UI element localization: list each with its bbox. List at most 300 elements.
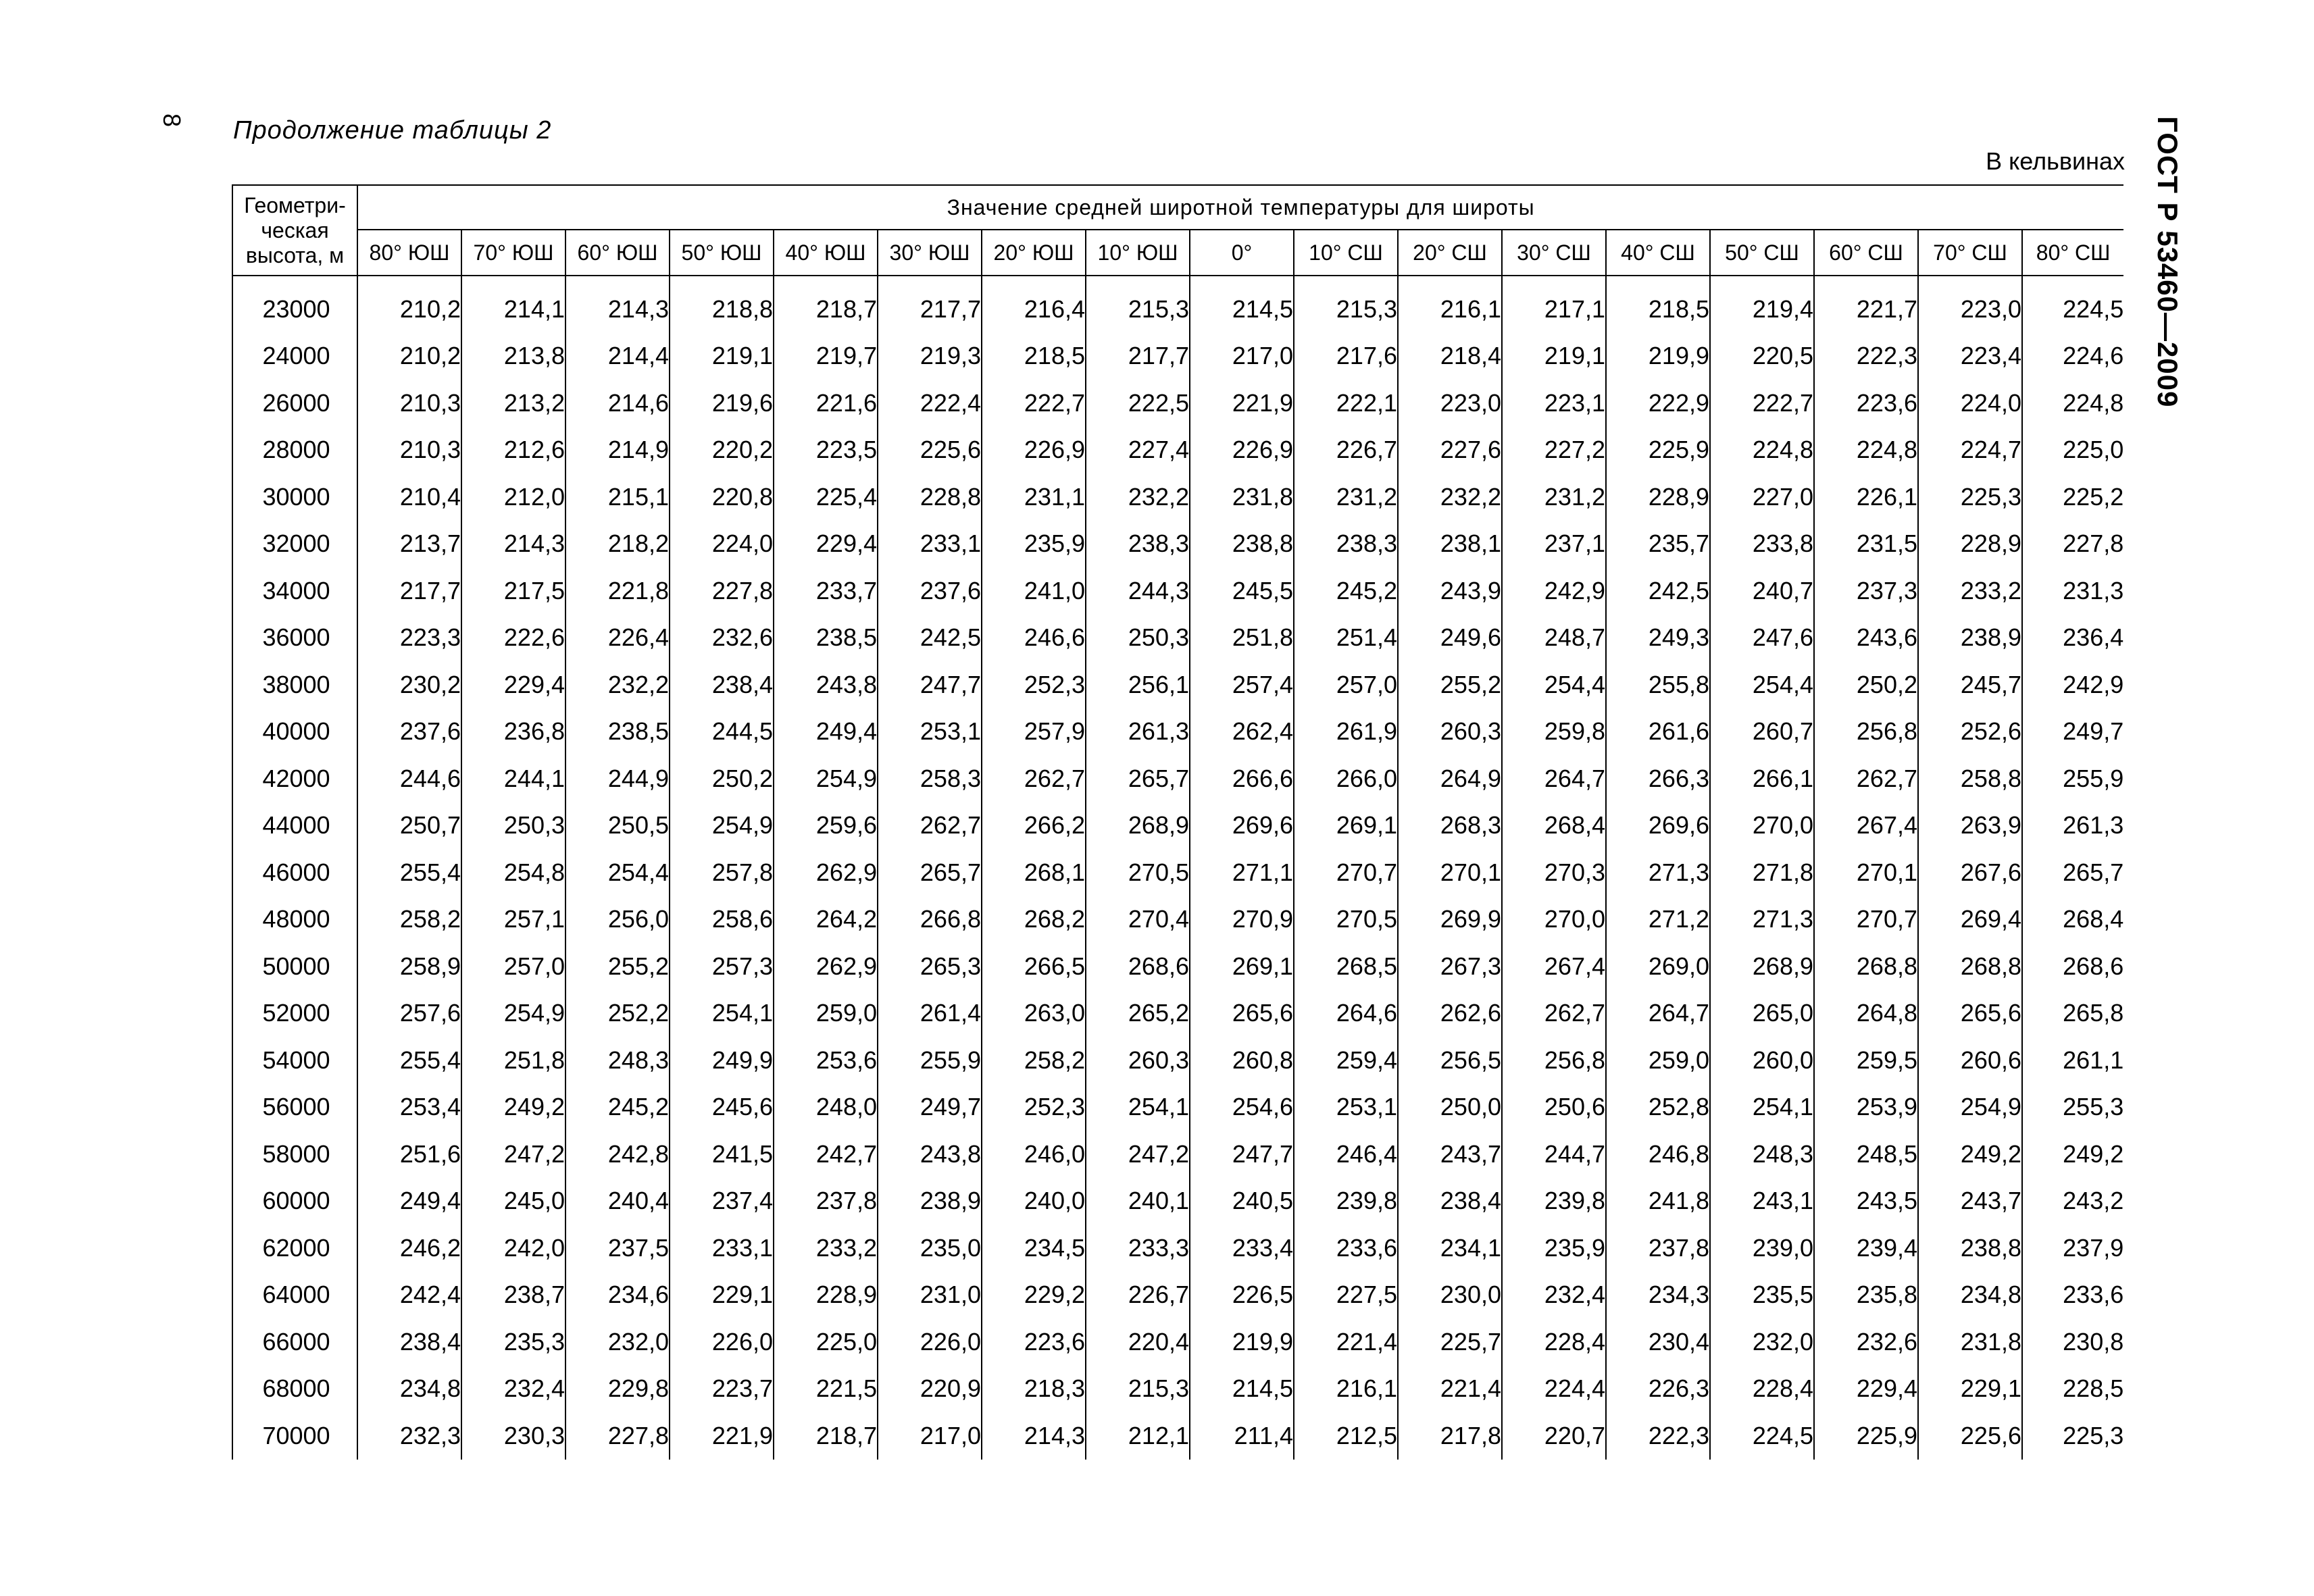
temperature-cell: 223,1 (1502, 380, 1606, 427)
temperature-cell: 228,4 (1502, 1318, 1606, 1366)
altitude-cell: 28000 (232, 427, 357, 474)
altitude-cell: 62000 (232, 1225, 357, 1272)
temperature-cell: 268,1 (982, 849, 1086, 896)
temperature-cell: 256,8 (1502, 1037, 1606, 1084)
temperature-cell: 230,2 (357, 661, 461, 709)
temperature-cell: 254,9 (774, 755, 878, 802)
spacer-cell (1814, 276, 1918, 286)
temperature-cell: 239,8 (1294, 1178, 1398, 1225)
temperature-cell: 261,9 (1294, 709, 1398, 756)
temperature-cell: 239,4 (1814, 1225, 1918, 1272)
temperature-cell: 221,4 (1294, 1318, 1398, 1366)
temperature-cell: 256,5 (1398, 1037, 1502, 1084)
latitude-header-cell: 30° СШ (1502, 230, 1606, 276)
temperature-cell: 250,7 (357, 802, 461, 850)
temperature-cell: 210,2 (357, 286, 461, 333)
temperature-cell: 230,8 (2022, 1318, 2123, 1366)
temperature-cell: 231,0 (878, 1272, 982, 1319)
temperature-cell: 231,1 (982, 473, 1086, 521)
temperature-cell: 259,6 (774, 802, 878, 850)
temperature-cell: 221,6 (774, 380, 878, 427)
temperature-cell: 265,7 (878, 849, 982, 896)
temperature-cell: 242,8 (565, 1131, 670, 1178)
temperature-cell: 253,1 (1294, 1084, 1398, 1131)
altitude-cell: 36000 (232, 615, 357, 662)
temperature-cell: 250,2 (1814, 661, 1918, 709)
temperature-cell: 260,0 (1710, 1037, 1814, 1084)
temperature-cell: 263,9 (1918, 802, 2022, 850)
table-row (232, 802, 2123, 850)
spacer-cell (565, 276, 670, 286)
temperature-cell: 232,3 (357, 1412, 461, 1460)
temperature-cell: 226,5 (1190, 1272, 1294, 1319)
temperature-cell: 228,9 (1918, 521, 2022, 568)
header-row-latitudes (232, 230, 2123, 276)
temperature-cell: 238,5 (774, 615, 878, 662)
temperature-cell: 260,3 (1086, 1037, 1190, 1084)
temperature-cell: 255,9 (878, 1037, 982, 1084)
temperature-cell: 221,5 (774, 1366, 878, 1413)
temperature-cell: 215,3 (1086, 286, 1190, 333)
temperature-cell: 265,6 (1190, 990, 1294, 1037)
temperature-cell: 266,8 (878, 896, 982, 944)
temperature-cell: 243,8 (774, 661, 878, 709)
temperature-cell: 269,6 (1190, 802, 1294, 850)
latitude-header-cell: 70° СШ (1918, 230, 2022, 276)
temperature-cell: 254,4 (1710, 661, 1814, 709)
altitude-header (232, 185, 357, 276)
temperature-cell: 233,6 (1294, 1225, 1398, 1272)
temperature-cell: 270,1 (1814, 849, 1918, 896)
temperature-cell: 258,6 (670, 896, 774, 944)
temperature-cell: 245,7 (1918, 661, 2022, 709)
temperature-cell: 271,3 (1710, 896, 1814, 944)
altitude-cell: 60000 (232, 1178, 357, 1225)
temperature-cell: 222,5 (1086, 380, 1190, 427)
header-row-group (232, 185, 2123, 230)
temperature-cell: 229,4 (461, 661, 565, 709)
temperature-cell: 221,9 (1190, 380, 1294, 427)
temperature-cell: 212,0 (461, 473, 565, 521)
temperature-cell: 233,6 (2022, 1272, 2123, 1319)
temperature-cell: 242,7 (774, 1131, 878, 1178)
temperature-cell: 253,9 (1814, 1084, 1918, 1131)
temperature-cell: 258,8 (1918, 755, 2022, 802)
temperature-cell: 214,1 (461, 286, 565, 333)
temperature-cell: 232,4 (461, 1366, 565, 1413)
temperature-cell: 222,9 (1606, 380, 1710, 427)
temperature-cell: 225,4 (774, 473, 878, 521)
latitude-header-cell: 50° ЮШ (670, 230, 774, 276)
temperature-cell: 219,4 (1710, 286, 1814, 333)
temperature-cell: 254,6 (1190, 1084, 1294, 1131)
table-row (232, 1366, 2123, 1413)
temperature-cell: 235,8 (1814, 1272, 1918, 1319)
temperature-cell: 271,8 (1710, 849, 1814, 896)
altitude-cell: 58000 (232, 1131, 357, 1178)
altitude-cell: 48000 (232, 896, 357, 944)
temperature-cell: 256,0 (565, 896, 670, 944)
temperature-cell: 240,0 (982, 1178, 1086, 1225)
latitude-header-cell: 10° СШ (1294, 230, 1398, 276)
temperature-cell: 260,7 (1710, 709, 1814, 756)
temperature-cell: 227,0 (1710, 473, 1814, 521)
temperature-cell: 226,7 (1294, 427, 1398, 474)
temperature-cell: 223,5 (774, 427, 878, 474)
temperature-cell: 262,7 (1814, 755, 1918, 802)
altitude-cell: 54000 (232, 1037, 357, 1084)
temperature-cell: 250,3 (1086, 615, 1190, 662)
table-row (232, 1412, 2123, 1460)
altitude-cell: 64000 (232, 1272, 357, 1319)
table-row (232, 380, 2123, 427)
temperature-cell: 224,8 (1814, 427, 1918, 474)
temperature-cell: 242,5 (878, 615, 982, 662)
table-row (232, 1318, 2123, 1366)
temperature-cell: 219,3 (878, 333, 982, 380)
temperature-cell: 268,2 (982, 896, 1086, 944)
temperature-cell: 244,1 (461, 755, 565, 802)
temperature-cell: 210,3 (357, 427, 461, 474)
temperature-cell: 249,4 (774, 709, 878, 756)
temperature-cell: 241,0 (982, 567, 1086, 615)
table-row (232, 521, 2123, 568)
temperature-cell: 226,1 (1814, 473, 1918, 521)
temperature-cell: 232,0 (1710, 1318, 1814, 1366)
temperature-cell: 237,9 (2022, 1225, 2123, 1272)
temperature-cell: 264,2 (774, 896, 878, 944)
table-row (232, 661, 2123, 709)
temperature-cell: 222,6 (461, 615, 565, 662)
temperature-cell: 214,5 (1190, 286, 1294, 333)
temperature-cell: 240,7 (1710, 567, 1814, 615)
temperature-cell: 222,3 (1814, 333, 1918, 380)
temperature-cell: 229,1 (1918, 1366, 2022, 1413)
temperature-cell: 218,3 (982, 1366, 1086, 1413)
temperature-cell: 248,3 (565, 1037, 670, 1084)
temperature-cell: 258,3 (878, 755, 982, 802)
temperature-cell: 218,5 (1606, 286, 1710, 333)
temperature-cell: 271,1 (1190, 849, 1294, 896)
spacer-cell (1086, 276, 1190, 286)
temperature-cell: 262,9 (774, 849, 878, 896)
temperature-cell: 252,2 (565, 990, 670, 1037)
temperature-cell: 226,0 (670, 1318, 774, 1366)
temperature-cell: 249,9 (670, 1037, 774, 1084)
temperature-cell: 225,3 (2022, 1412, 2123, 1460)
temperature-cell: 210,3 (357, 380, 461, 427)
spacer-cell (1918, 276, 2022, 286)
temperature-cell: 265,3 (878, 943, 982, 990)
temperature-cell: 257,6 (357, 990, 461, 1037)
temperature-cell: 219,1 (670, 333, 774, 380)
spacer-cell (2022, 276, 2123, 286)
temperature-cell: 270,7 (1294, 849, 1398, 896)
temperature-cell: 225,2 (2022, 473, 2123, 521)
temperature-cell: 237,4 (670, 1178, 774, 1225)
temperature-cell: 231,3 (2022, 567, 2123, 615)
temperature-cell: 240,1 (1086, 1178, 1190, 1225)
temperature-cell: 255,9 (2022, 755, 2123, 802)
latitude-header-cell: 30° ЮШ (878, 230, 982, 276)
temperature-cell: 268,4 (2022, 896, 2123, 944)
temperature-cell: 265,7 (2022, 849, 2123, 896)
temperature-cell: 254,9 (670, 802, 774, 850)
temperature-cell: 249,3 (1606, 615, 1710, 662)
temperature-cell: 237,8 (1606, 1225, 1710, 1272)
temperature-cell: 222,1 (1294, 380, 1398, 427)
temperature-cell: 241,8 (1606, 1178, 1710, 1225)
altitude-cell: 24000 (232, 333, 357, 380)
temperature-cell: 226,3 (1606, 1366, 1710, 1413)
temperature-cell: 238,4 (670, 661, 774, 709)
temperature-cell: 270,5 (1086, 849, 1190, 896)
temperature-cell: 231,2 (1502, 473, 1606, 521)
temperature-cell: 258,9 (357, 943, 461, 990)
temperature-cell: 232,4 (1502, 1272, 1606, 1319)
temperature-cell: 212,1 (1086, 1412, 1190, 1460)
temperature-cell: 248,5 (1814, 1131, 1918, 1178)
temperature-cell: 224,0 (1918, 380, 2022, 427)
temperature-cell: 238,7 (461, 1272, 565, 1319)
temperature-cell: 227,5 (1294, 1272, 1398, 1319)
temperature-cell: 256,1 (1086, 661, 1190, 709)
temperature-cell: 216,4 (982, 286, 1086, 333)
temperature-cell: 225,9 (1814, 1412, 1918, 1460)
spacer-cell (774, 276, 878, 286)
temperature-cell: 233,1 (670, 1225, 774, 1272)
temperature-cell: 212,6 (461, 427, 565, 474)
temperature-cell: 215,3 (1294, 286, 1398, 333)
temperature-cell: 244,9 (565, 755, 670, 802)
temperature-cell: 238,4 (1398, 1178, 1502, 1225)
temperature-cell: 267,6 (1918, 849, 2022, 896)
table-row (232, 286, 2123, 333)
temperature-cell: 238,1 (1398, 521, 1502, 568)
temperature-cell: 246,2 (357, 1225, 461, 1272)
temperature-cell: 246,0 (982, 1131, 1086, 1178)
temperature-cell: 232,0 (565, 1318, 670, 1366)
altitude-cell: 52000 (232, 990, 357, 1037)
altitude-cell: 44000 (232, 802, 357, 850)
temperature-cell: 268,6 (1086, 943, 1190, 990)
temperature-cell: 254,1 (670, 990, 774, 1037)
header-spacer-row (232, 276, 2123, 286)
temperature-cell: 245,2 (565, 1084, 670, 1131)
temperature-cell: 234,1 (1398, 1225, 1502, 1272)
temperature-cell: 224,8 (2022, 380, 2123, 427)
temperature-cell: 266,2 (982, 802, 1086, 850)
temperature-cell: 237,6 (357, 709, 461, 756)
temperature-cell: 258,2 (357, 896, 461, 944)
temperature-cell: 250,6 (1502, 1084, 1606, 1131)
temperature-cell: 221,7 (1814, 286, 1918, 333)
temperature-cell: 233,3 (1086, 1225, 1190, 1272)
temperature-cell: 225,9 (1606, 427, 1710, 474)
latitude-header-cell: 0° (1190, 230, 1294, 276)
temperature-cell: 235,0 (878, 1225, 982, 1272)
temperature-cell: 250,2 (670, 755, 774, 802)
temperature-cell: 264,7 (1606, 990, 1710, 1037)
temperature-cell: 214,6 (565, 380, 670, 427)
temperature-cell: 270,5 (1294, 896, 1398, 944)
temperature-cell: 249,2 (2022, 1131, 2123, 1178)
temperature-cell: 227,8 (2022, 521, 2123, 568)
temperature-cell: 210,2 (357, 333, 461, 380)
temperature-cell: 217,7 (1086, 333, 1190, 380)
altitude-cell: 38000 (232, 661, 357, 709)
temperature-cell: 232,6 (670, 615, 774, 662)
latitude-header-cell: 60° ЮШ (565, 230, 670, 276)
temperature-cell: 237,8 (774, 1178, 878, 1225)
temperature-cell: 261,3 (2022, 802, 2123, 850)
temperature-cell: 264,6 (1294, 990, 1398, 1037)
temperature-cell: 247,7 (878, 661, 982, 709)
temperature-cell: 241,5 (670, 1131, 774, 1178)
temperature-cell: 251,8 (461, 1037, 565, 1084)
spacer-cell (1502, 276, 1606, 286)
temperature-cell: 256,8 (1814, 709, 1918, 756)
temperature-cell: 224,5 (1710, 1412, 1814, 1460)
temperature-cell: 232,2 (1398, 473, 1502, 521)
temperature-cell: 252,3 (982, 1084, 1086, 1131)
temperature-cell: 224,5 (2022, 286, 2123, 333)
temperature-cell: 225,0 (2022, 427, 2123, 474)
temperature-cell: 264,8 (1814, 990, 1918, 1037)
temperature-cell: 233,4 (1190, 1225, 1294, 1272)
temperature-cell: 259,8 (1502, 709, 1606, 756)
temperature-cell: 238,3 (1294, 521, 1398, 568)
temperature-cell: 220,9 (878, 1366, 982, 1413)
temperature-cell: 217,0 (878, 1412, 982, 1460)
temperature-cell: 235,9 (982, 521, 1086, 568)
temperature-cell: 214,3 (982, 1412, 1086, 1460)
page-number: 8 (158, 113, 186, 128)
temperature-cell: 226,9 (1190, 427, 1294, 474)
temperature-cell: 247,2 (461, 1131, 565, 1178)
latitude-header-cell: 70° ЮШ (461, 230, 565, 276)
temperature-cell: 219,1 (1502, 333, 1606, 380)
temperature-cell: 217,7 (878, 286, 982, 333)
temperature-cell: 218,7 (774, 286, 878, 333)
temperature-cell: 261,1 (2022, 1037, 2123, 1084)
temperature-cell: 234,3 (1606, 1272, 1710, 1319)
temperature-cell: 255,2 (565, 943, 670, 990)
temperature-cell: 218,4 (1398, 333, 1502, 380)
temperature-cell: 224,6 (2022, 333, 2123, 380)
temperature-cell: 215,1 (565, 473, 670, 521)
temperature-cell: 239,8 (1502, 1178, 1606, 1225)
temperature-cell: 214,3 (461, 521, 565, 568)
temperature-cell: 221,4 (1398, 1366, 1502, 1413)
temperature-cell: 219,9 (1190, 1318, 1294, 1366)
temperature-cell: 243,6 (1814, 615, 1918, 662)
temperature-cell: 267,3 (1398, 943, 1502, 990)
temperature-cell: 254,1 (1086, 1084, 1190, 1131)
temperature-cell: 233,2 (1918, 567, 2022, 615)
latitude-header-cell: 80° ЮШ (357, 230, 461, 276)
temperature-cell: 242,9 (1502, 567, 1606, 615)
temperature-cell: 250,5 (565, 802, 670, 850)
table-header (232, 185, 2123, 276)
temperature-cell: 254,9 (1918, 1084, 2022, 1131)
temperature-cell: 234,6 (565, 1272, 670, 1319)
temperature-cell: 252,3 (982, 661, 1086, 709)
temperature-cell: 224,4 (1502, 1366, 1606, 1413)
temperature-cell: 270,3 (1502, 849, 1606, 896)
temperature-cell: 255,2 (1398, 661, 1502, 709)
temperature-cell: 259,4 (1294, 1037, 1398, 1084)
temperature-cell: 231,8 (1190, 473, 1294, 521)
table-row (232, 1037, 2123, 1084)
temperature-cell: 243,8 (878, 1131, 982, 1178)
temperature-cell: 246,6 (982, 615, 1086, 662)
temperature-cell: 229,4 (774, 521, 878, 568)
temperature-cell: 237,3 (1814, 567, 1918, 615)
table-row (232, 1178, 2123, 1225)
temperature-cell: 231,2 (1294, 473, 1398, 521)
temperature-cell: 222,7 (982, 380, 1086, 427)
temperature-cell: 221,9 (670, 1412, 774, 1460)
temperature-cell: 222,3 (1606, 1412, 1710, 1460)
temperature-cell: 254,8 (461, 849, 565, 896)
altitude-header-line: ческая (261, 217, 329, 242)
temperature-cell: 255,4 (357, 849, 461, 896)
temperature-cell: 264,9 (1398, 755, 1502, 802)
latitude-header-cell: 40° ЮШ (774, 230, 878, 276)
temperature-cell: 245,2 (1294, 567, 1398, 615)
temperature-cell: 248,7 (1502, 615, 1606, 662)
temperature-cell: 265,2 (1086, 990, 1190, 1037)
temperature-cell: 225,0 (774, 1318, 878, 1366)
temperature-cell: 258,2 (982, 1037, 1086, 1084)
temperature-cell: 238,8 (1190, 521, 1294, 568)
temperature-cell: 267,4 (1814, 802, 1918, 850)
temperature-cell: 270,9 (1190, 896, 1294, 944)
temperature-cell: 249,2 (461, 1084, 565, 1131)
temperature-cell: 245,6 (670, 1084, 774, 1131)
table-row (232, 709, 2123, 756)
temperature-cell: 262,7 (982, 755, 1086, 802)
temperature-cell: 230,3 (461, 1412, 565, 1460)
altitude-cell: 68000 (232, 1366, 357, 1413)
temperature-cell: 242,4 (357, 1272, 461, 1319)
temperature-cell: 227,6 (1398, 427, 1502, 474)
temperature-cell: 226,4 (565, 615, 670, 662)
temperature-cell: 214,3 (565, 286, 670, 333)
temperature-cell: 238,9 (878, 1178, 982, 1225)
temperature-cell: 269,0 (1606, 943, 1710, 990)
temperature-cell: 220,7 (1502, 1412, 1606, 1460)
altitude-cell: 56000 (232, 1084, 357, 1131)
temperature-cell: 238,3 (1086, 521, 1190, 568)
temperature-cell: 233,2 (774, 1225, 878, 1272)
temperature-cell: 230,4 (1606, 1318, 1710, 1366)
temperature-cell: 214,5 (1190, 1366, 1294, 1413)
temperature-cell: 243,7 (1398, 1131, 1502, 1178)
temperature-cell: 217,7 (357, 567, 461, 615)
temperature-cell: 229,2 (982, 1272, 1086, 1319)
temperature-cell: 242,0 (461, 1225, 565, 1272)
temperature-cell: 266,1 (1710, 755, 1814, 802)
temperature-cell: 254,9 (461, 990, 565, 1037)
temperature-cell: 213,7 (357, 521, 461, 568)
temperature-cell: 269,1 (1294, 802, 1398, 850)
temperature-cell: 217,0 (1190, 333, 1294, 380)
temperature-cell: 259,0 (1606, 1037, 1710, 1084)
temperature-cell: 249,2 (1918, 1131, 2022, 1178)
altitude-cell: 23000 (232, 286, 357, 333)
